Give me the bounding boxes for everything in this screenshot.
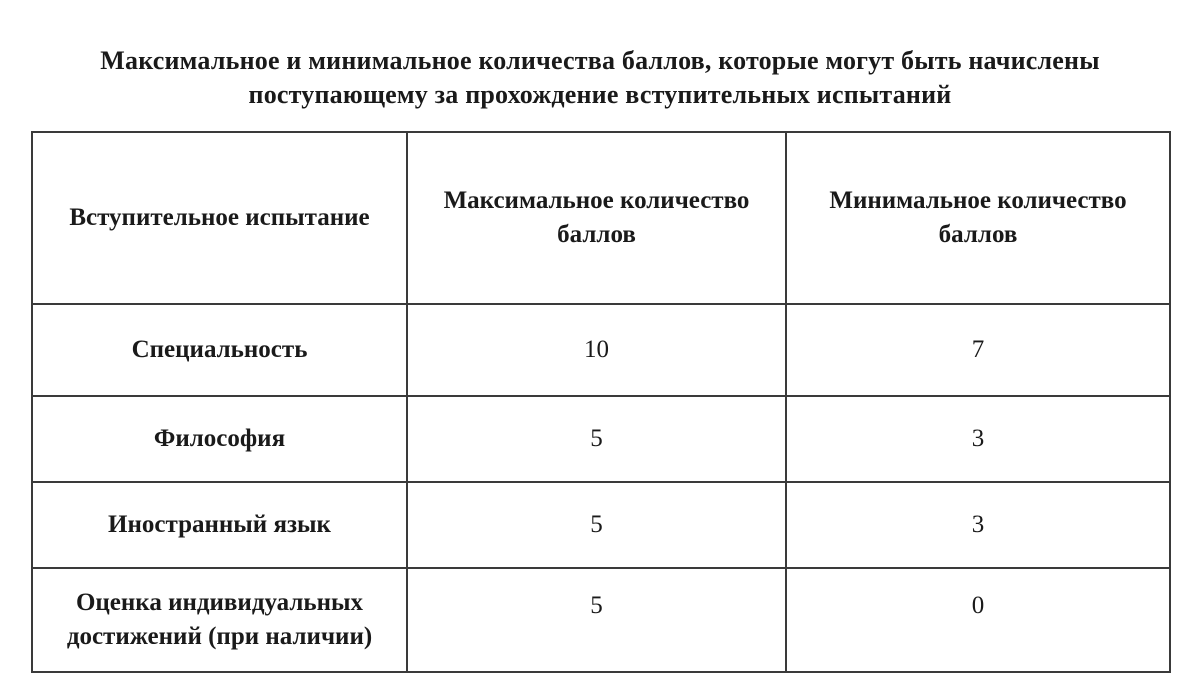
min-score: 3 — [786, 482, 1170, 568]
min-score: 7 — [786, 304, 1170, 396]
table-row — [32, 304, 1170, 396]
header-max-score: Максимальное количество баллов — [407, 132, 786, 304]
max-score: 5 — [407, 568, 786, 672]
header-min-score: Минимальное количество баллов — [786, 132, 1170, 304]
title-line-2: поступающему за прохождение вступительных испытаний — [248, 80, 952, 109]
scores-table — [31, 131, 1171, 673]
table-header-row — [32, 132, 1170, 304]
table-row — [32, 568, 1170, 672]
table-row — [32, 396, 1170, 482]
max-score: 5 — [407, 396, 786, 482]
document-title — [0, 44, 1200, 112]
exam-name: Оценка индивидуальных достижений (при наличии) — [32, 568, 407, 672]
min-score: 3 — [786, 396, 1170, 482]
min-score: 0 — [786, 568, 1170, 672]
table-row — [32, 482, 1170, 568]
exam-name: Философия — [32, 396, 407, 482]
title-line-1: Максимальное и минимальное количества баллов, которые могут быть начислены — [100, 46, 1100, 75]
exam-name: Специальность — [32, 304, 407, 396]
exam-name: Иностранный язык — [32, 482, 407, 568]
max-score: 5 — [407, 482, 786, 568]
header-exam: Вступительное испытание — [32, 132, 407, 304]
max-score: 10 — [407, 304, 786, 396]
